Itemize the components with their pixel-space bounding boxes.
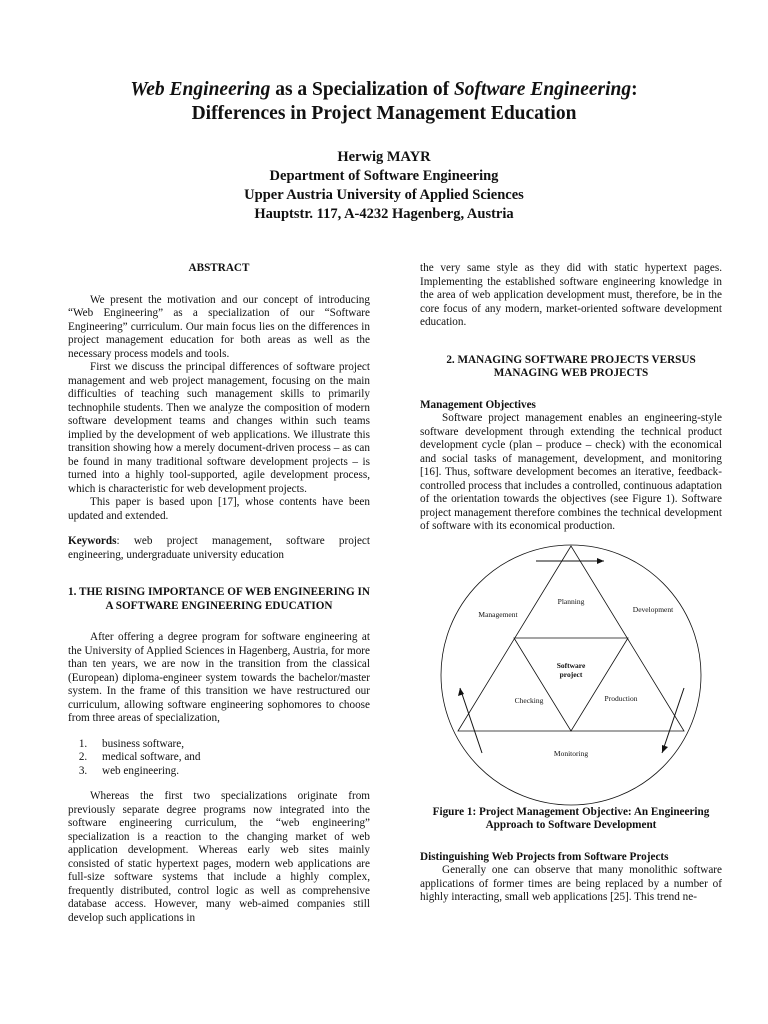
label-checking: Checking [514,695,544,705]
author-address: Hauptstr. 117, A-4232 Hagenberg, Austria [254,206,514,222]
label-monitoring: Monitoring [553,748,589,758]
paper-title [40,78,728,126]
list-item: 2. medical software, and [90,751,370,765]
section-2-paragraph-1: Software project management enables an engineering-style software development through extending the technical product development cycle (plan – produce – check) with the economical and social tasks of management, development, and monitoring [16]. Thus, software development becomes an iterative, feedback-controlled process that includes a controlled, continuous adaptation of the orientation towards the objectives (see Figure 1). Software project management therefore combines the technical development of software with its economical production. [420,412,722,532]
label-planning: Planning [557,596,585,606]
continued-paragraph: the very same style as they did with static hypertext pages. Implementing the established software engineering knowledge in the area of web application development must, therefore, be in the core focus of any modern, market-oriented software development education. [420,262,722,328]
project-management-figure [436,544,706,806]
title-colon: : [631,79,638,100]
author-department: Department of Software Engineering [269,168,499,184]
section-1-paragraph-1: After offering a degree program for software engineering at the University of Applied Sciences in Hagenberg, Austria, for more than ten years, we are now in the transition from the classical (European) diploma-engineer system towards the bachelor/master system. In the frame of this transition we have restructured our curriculum, allowing software engineering sophomores to choose from three areas of specialization, [68,631,370,724]
section-2-paragraph-2: Generally one can observe that many monolithic software applications of former times are being replaced by a number of highly interacting, small web applications [25]. This trend ne- [420,864,722,903]
label-management: Management [478,609,518,619]
abstract-paragraph-1: We present the motivation and our concept of introducing “Web Engineering” as a specialization of our “Software Engineering” curriculum. Our main focus lies on the differences in project management education for both areas as well as the necessary process models and tools. [68,293,370,360]
keywords [68,535,370,562]
label-development: Development [632,604,674,614]
abstract-paragraph-3: This paper is based upon [17], whose contents have been updated and extended. [68,496,370,522]
subheading-management-objectives: Management Objectives [420,398,536,411]
subheading-distinguishing-web-projects: Distinguishing Web Projects from Software Projects [420,850,669,863]
right-column [420,262,722,905]
keywords-text: : web project management, software project engineering, undergraduate university education [68,535,370,561]
section-1-paragraph-2: Whereas the first two specializations originate from previously separate degree programs now integrated into the software engineering curriculum, the “web engineering” specialization is a reaction to the changing market of web application development. Whereas early web sites mainly consisted of static hypertext pages, modern web applications are full-size software systems that include a highly complex, frequently distributed, control logic as well as comprehensive database access. However, many web-aimed companies still develop such applications in [68,790,370,924]
outer-triangle [458,546,684,731]
label-production: Production [604,693,638,703]
top-arrow-head [597,558,604,564]
author-block [40,148,728,224]
label-software: Software [556,660,586,670]
abstract-heading: ABSTRACT [188,262,250,274]
specialization-list [68,738,370,779]
title-connector: as a Specialization of [270,79,454,100]
right-arrow-head [662,745,668,753]
title-term-web-engineering: Web Engineering [130,79,271,100]
author-university: Upper Austria University of Applied Sciences [244,187,524,203]
inner-triangle [514,638,628,731]
title-term-software-engineering: Software Engineering [453,79,632,100]
title-line-1 [40,78,728,102]
figure-caption: Figure 1: Project Management Objective: An Engineering Approach to Software Development [432,805,710,831]
section-1-heading: 1. THE RISING IMPORTANCE OF WEB ENGINEERING IN A SOFTWARE ENGINEERING EDUCATION [68,586,370,612]
list-item: 1. business software, [90,738,370,752]
left-column [68,262,370,925]
abstract-paragraph-2: First we discuss the principal differences of software project management and web project management, focusing on the main difficulties of teaching such management skills to primarily technophile students. Then we analyze the composition of modern software development teams and changes within such teams implied by the development of web applications. We illustrate this transition showing how a merely document-driven process – as can be found in many traditional software development projects – is turned into a highly tool-supported, agile development process, which is characteristic for web development projects. [68,361,370,495]
left-arrow-head [458,688,464,696]
keywords-label: Keywords [68,535,117,547]
label-project: project [559,669,583,679]
list-item: 3. web engineering. [90,765,370,779]
right-arrow-shaft [662,688,684,753]
section-2-heading: 2. MANAGING SOFTWARE PROJECTS VERSUS MANAGING WEB PROJECTS [446,353,696,379]
author-name: Herwig MAYR [337,149,431,165]
title-line-2: Differences in Project Management Education [191,103,577,124]
